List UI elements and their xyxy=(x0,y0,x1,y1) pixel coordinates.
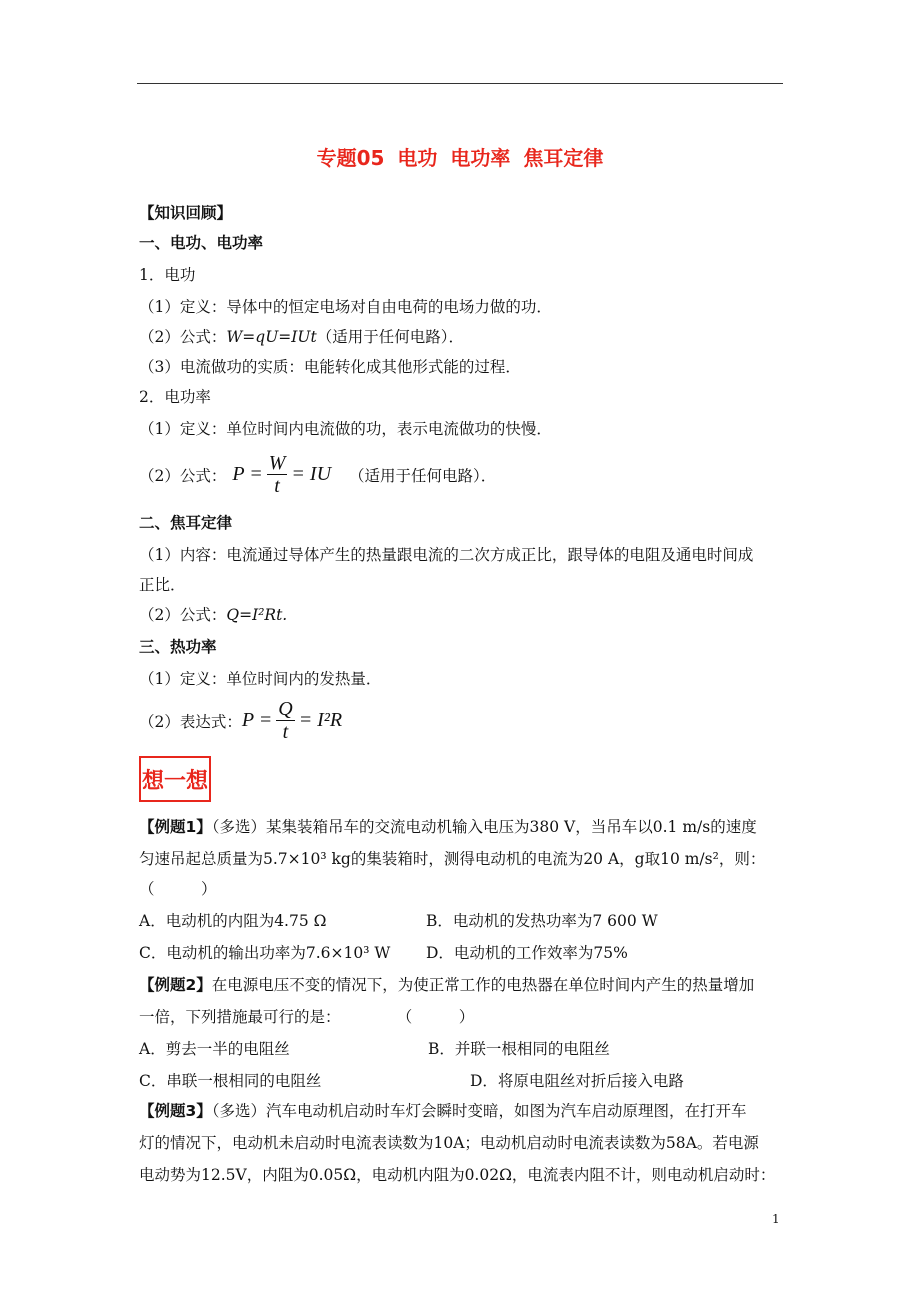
heat-power-formula-prefix: （2）表达式： xyxy=(139,712,242,731)
work-formula-suffix: （适用于任何电路）． xyxy=(316,328,464,346)
example3-line2: 灯的情况下，电动机未启动时电流表读数为10A；电动机启动时电流表读数为58A。若电源 xyxy=(139,1134,759,1152)
joule-formula: Q=I²Rt. xyxy=(226,606,288,624)
example1-blank: （ ） xyxy=(139,880,217,898)
power-formula-suffix: （适用于任何电路）． xyxy=(349,466,497,485)
example2-option-a: A．剪去一半的电阻丝 xyxy=(139,1040,290,1058)
example2-line1 xyxy=(139,974,754,996)
example2-option-c: C．串联一根相同的电阻丝 xyxy=(139,1072,322,1090)
sub-heading-power: 2．电功率 xyxy=(139,388,211,406)
example2-label: 【例题2】 xyxy=(139,976,212,994)
power-fraction-numerator: W xyxy=(268,452,286,474)
power-formula-lhs: P = xyxy=(232,463,263,485)
example1-line1 xyxy=(139,816,757,838)
example1-option-b: B．电动机的发热功率为7 600 W xyxy=(426,912,658,930)
work-definition: （1）定义：导体中的恒定电场对自由电荷的电场力做的功． xyxy=(139,298,552,316)
example2-text1: 在电源电压不变的情况下，为使正常工作的电热器在单位时间内产生的热量增加 xyxy=(211,976,755,994)
joule-content-line1: （1）内容：电流通过导体产生的热量跟电流的二次方成正比，跟导体的电阻及通电时间成 xyxy=(139,546,754,564)
work-formula-line xyxy=(139,326,464,348)
work-essence: （3）电流做功的实质：电能转化成其他形式能的过程． xyxy=(139,358,521,376)
heat-power-fraction xyxy=(276,698,294,743)
example1-option-a: A．电动机的内阻为4.75 Ω xyxy=(139,912,327,930)
example2-text2: 一倍，下列措施最可行的是： xyxy=(139,1008,341,1026)
header-rule xyxy=(137,83,783,84)
example2-option-b: B．并联一根相同的电阻丝 xyxy=(428,1040,610,1058)
heat-power-fraction-numerator: Q xyxy=(278,698,293,720)
heat-power-definition: （1）定义：单位时间内的发热量． xyxy=(139,670,382,688)
example1-text1: （多选）某集装箱吊车的交流电动机输入电压为380 V，当吊车以0.1 m/s的速度 xyxy=(211,818,757,836)
example1-option-d: D．电动机的工作效率为75% xyxy=(426,944,628,962)
think-label: 想一想 xyxy=(141,769,208,794)
example1-label: 【例题1】 xyxy=(139,818,212,836)
example1-option-c: C．电动机的输出功率为7.6×10³ W xyxy=(139,944,391,962)
example2-option-d: D．将原电阻丝对折后接入电路 xyxy=(470,1072,684,1090)
knowledge-header: 【知识回顾】 xyxy=(139,204,233,222)
section2-heading: 二、焦耳定律 xyxy=(139,514,233,532)
heat-power-fraction-denominator: t xyxy=(282,721,289,743)
think-box xyxy=(139,756,211,802)
joule-content-line2: 正比． xyxy=(139,576,186,594)
power-formula-prefix: （2）公式： xyxy=(139,466,227,485)
section3-heading: 三、热功率 xyxy=(139,638,217,656)
heat-power-formula-line xyxy=(139,698,342,743)
joule-formula-prefix: （2）公式： xyxy=(139,606,227,624)
example3-text1: （多选）汽车电动机启动时车灯会瞬时变暗，如图为汽车启动原理图，在打开车 xyxy=(211,1102,747,1120)
power-formula-rhs: = IU xyxy=(291,463,332,485)
power-fraction-denominator: t xyxy=(274,475,280,497)
section1-heading: 一、电功、电功率 xyxy=(139,234,264,252)
heat-power-formula-rhs: = I²R xyxy=(298,709,343,731)
page-number: 1 xyxy=(772,1212,780,1226)
example2-line2 xyxy=(139,1006,474,1028)
example1-line2: 匀速吊起总质量为5.7×10³ kg的集装箱时，测得电动机的电流为20 A，g取10 m/s²，则： xyxy=(139,850,766,868)
example3-line3: 电动势为12.5V，内阻为0.05Ω，电动机内阻为0.02Ω，电流表内阻不计，则电动机启动时： xyxy=(139,1166,776,1184)
work-formula-prefix: （2）公式： xyxy=(139,328,227,346)
example3-label: 【例题3】 xyxy=(139,1102,212,1120)
heat-power-formula-lhs: P = xyxy=(241,709,273,731)
page-title: 专题05 电功 电功率 焦耳定律 xyxy=(316,146,604,170)
sub-heading-work: 1．电功 xyxy=(139,266,196,284)
power-formula-line xyxy=(139,452,496,497)
example3-line1 xyxy=(139,1100,747,1122)
joule-formula-line xyxy=(139,604,287,626)
power-definition: （1）定义：单位时间内电流做的功，表示电流做功的快慢． xyxy=(139,420,552,438)
example2-blank: （ ） xyxy=(404,1008,475,1026)
work-formula: W=qU=IUt xyxy=(226,328,317,346)
power-fraction xyxy=(267,452,288,497)
